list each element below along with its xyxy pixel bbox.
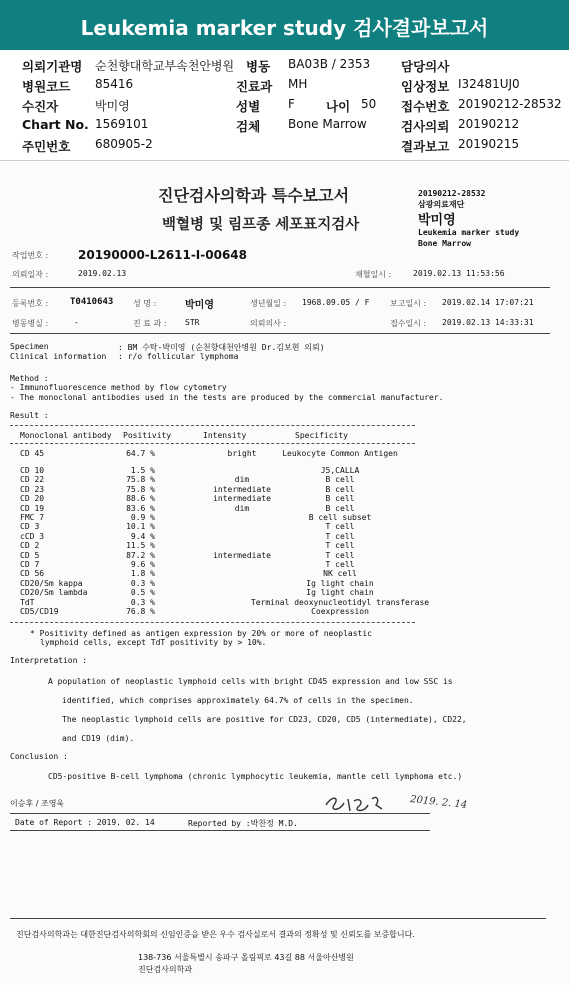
table-row [0,485,569,494]
footer-statement: 진단검사의학과는 대한진단검사의학회의 신임인증을 받은 우수 검사실로서 결과의 정확성 및 신뢰도를 보증합니다. [16,930,415,939]
cell-specificity: T cell [325,522,355,532]
label-resident-no: 주민번호 [22,139,71,154]
table-row [0,569,569,578]
reported-by: Reported by :박찬정 M.D. [188,819,298,828]
footer-dept: 진단검사의학과 [138,965,193,974]
cell-antibody: CD 20 [20,494,45,504]
col-header-positivity: Positivity [123,431,172,440]
value-accession: 20190212-28532 [458,97,562,111]
value-sex: F [288,97,295,111]
cell-antibody: CD 56 [20,569,45,579]
cell-positivity: 87.2 % [126,550,155,560]
cell-intensity: intermediate [213,550,271,560]
interp-line-3: The neoplastic lymphoid cells are positive for CD23, CD20, CD5 (intermediate), CD22, [62,715,467,724]
cell-positivity: 0.3 % [130,597,155,607]
tag-org: 삼광의료재단 [418,200,465,209]
specimen-value: : BM 수탁-박미영 (순천향대천안병원 Dr.김보현 의뢰) [118,343,325,352]
cell-positivity: 1.5 % [130,466,155,475]
value-hospital-code: 85416 [95,77,134,91]
label-dept: 진료과 [236,79,273,94]
interp-line-2: identified, which comprises approximately 64.7% of cells in the specimen. [62,696,414,705]
label-hospital-code: 병원코드 [22,79,71,94]
recv-label: 접수일시 : [390,319,427,328]
clinical-value: : r/o follicular lymphoma [118,352,239,361]
cell-antibody: CD5/CD19 [20,607,59,616]
label-result-report: 결과보고 [401,139,450,154]
cell-specificity: T cell [325,531,355,541]
cell-intensity: intermediate [213,484,271,494]
method-line-1: - Immunofluorescence method by flow cytometry [10,383,227,392]
label-specimen: 검체 [236,119,261,134]
dept: STR [185,318,200,327]
cell-positivity: 83.6 % [126,503,155,513]
cell-antibody: CD 22 [20,475,45,485]
cell-specificity: B cell [325,494,355,504]
cell-antibody: CD 7 [20,560,40,569]
tag-specimen: Bone Marrow [418,239,471,248]
date-of-report: Date of Report : 2019. 02. 14 [15,818,155,827]
work-no: 20190000-L2611-I-00648 [78,248,247,262]
value-chart-no: 1569101 [95,117,149,131]
cell-specificity: T cell [325,541,355,551]
cell-specificity: B cell [325,503,355,513]
conclusion-label: Conclusion : [10,752,68,761]
cell-intensity: dim [234,503,250,513]
method-line-2: - The monoclonal antibodies used in the tests are produced by the commercial manufacturer. [10,393,444,402]
table-row [0,607,569,616]
cell-intensity: bright [227,449,257,458]
interp-label: Interpretation : [10,656,88,665]
cell-antibody: CD 5 [20,550,40,560]
footer-address: 138-736 서울특별시 송파구 올림픽로 43길 88 서울아산병원 [138,953,354,962]
cell-specificity: Ig light chain [306,578,374,588]
footnote-1: * Positivity defined as antigen expression by 20% or more of neoplastic [30,629,372,638]
value-resident-no: 680905-2 [95,137,153,151]
table-row [0,541,569,550]
value-clinical-info: I32481UJ0 [458,77,520,91]
cell-specificity: T cell [325,560,355,569]
work-no-label: 작업번호 : [12,251,49,260]
cell-specificity: B cell [325,484,355,494]
cell-intensity: intermediate [213,494,271,504]
cell-specificity: NK cell [323,569,357,579]
tag-test: Leukemia marker study [418,228,520,237]
cell-positivity: 64.7 % [126,449,155,458]
report-time-label: 보고일시 : [390,299,427,308]
value-ward: BA03B / 2353 [288,57,371,71]
clinical-label: Clinical information [10,352,107,361]
cell-specificity: Leukocyte Common Antigen [282,449,398,458]
table-row [0,513,569,522]
draw-label: 채혈일시 : [355,270,392,279]
value-request-date: 20190212 [458,117,520,131]
table-row [0,598,569,607]
reg-no: T0410643 [70,297,114,307]
cell-positivity: 0.5 % [130,588,155,598]
reg-label: 등록번호 : [12,299,49,308]
doctor-label: 의뢰의사 : [250,319,287,328]
table-row [0,494,569,503]
value-institution: 순천향대학교부속천안병원 [95,59,235,73]
table-row [0,532,569,541]
cell-positivity: 9.4 % [130,531,155,541]
value-patient: 박미영 [95,99,130,113]
specimen-label: Specimen [10,342,49,351]
col-header-antibody: Monoclonal antibody [20,431,112,440]
table-row [0,588,569,597]
label-institution: 의뢰기관명 [22,59,83,74]
label-accession: 접수번호 [401,99,450,114]
req-date: 2019.02.13 [78,269,127,278]
header-info [0,50,569,158]
table-row [0,466,569,475]
col-header-intensity: Intensity [203,431,247,440]
dob-label: 생년월일 : [250,299,287,308]
report-time: 2019.02.14 17:07:21 [442,298,534,307]
cell-antibody: CD 2 [20,541,40,551]
value-result-report: 20190215 [458,137,520,151]
dob: 1968.09.05 / F [302,298,370,307]
draw-time: 2019.02.13 11:53:56 [413,269,505,278]
result-label: Result : [10,411,49,420]
cell-antibody: CD 19 [20,503,45,513]
interp-line-1: A population of neoplastic lymphoid cells with bright CD45 expression and low SSC is [48,677,453,686]
table-row [0,522,569,531]
cell-specificity: Terminal deoxynucleotidyl transferase [250,597,430,607]
sign-date: 2019. 2. 14 [409,794,468,811]
report-subtitle: 백혈병 및 림프종 세포표지검사 [162,217,360,233]
value-dept: MH [288,77,308,91]
label-request-date: 검사의뢰 [401,119,450,134]
table-row [0,560,569,569]
label-patient: 수진자 [22,99,59,114]
name-label: 성 명 : [133,299,157,308]
cell-antibody: CD 23 [20,484,45,494]
recv-time: 2019.02.13 14:33:31 [442,318,534,327]
cell-specificity: Coexpression [311,607,369,616]
signature [320,789,400,819]
cell-antibody: CD20/Sm kappa [20,578,83,588]
label-clinical-info: 임상정보 [401,79,450,94]
method-label: Method : [10,374,49,383]
cell-positivity: 75.8 % [126,484,155,494]
value-age: 50 [361,97,377,111]
report-banner: Leukemia marker study 검사결과보고서 [0,0,569,50]
cell-positivity: 9.6 % [130,560,155,569]
cell-specificity: J5,CALLA [320,466,360,475]
tag-number: 20190212-28532 [418,189,486,198]
report-title: 진단검사의학과 특수보고서 [158,186,350,205]
col-header-specificity: Specificity [295,431,348,440]
cell-positivity: 76.8 % [126,607,155,616]
cell-positivity: 11.5 % [126,541,155,551]
table-row [0,475,569,484]
cell-antibody: CD 45 [20,449,45,458]
label-age: 나이 [326,99,351,114]
conclusion-text: CD5-positive B-cell lymphoma (chronic lymphocytic leukemia, mantle cell lymphoma etc.) [48,772,463,781]
cell-positivity: 1.8 % [130,569,155,579]
scanned-report [0,160,569,985]
patient-name: 박미영 [185,300,214,311]
cell-positivity: 75.8 % [126,475,155,485]
cell-antibody: CD 10 [20,466,45,475]
interp-line-4: and CD19 (dim). [62,734,135,743]
cell-positivity: 0.9 % [130,513,155,522]
table-row [0,449,569,458]
cell-specificity: B cell [325,475,355,485]
cell-specificity: B cell subset [308,513,372,522]
footnote-2: lymphoid cells, except TdT positivity by > 10%. [40,638,267,647]
cell-positivity: 0.3 % [130,578,155,588]
dept-label: 진 료 과 : [133,319,167,328]
ward: - [74,318,79,327]
cell-antibody: FMC 7 [20,513,45,522]
label-ward: 병동 [246,59,271,74]
label-chart-no: Chart No. [22,117,89,132]
table-row [0,551,569,560]
cell-intensity: dim [234,475,250,485]
table-row [0,504,569,513]
cell-antibody: CD 3 [20,522,40,532]
table-row [0,579,569,588]
cell-positivity: 88.6 % [126,494,155,504]
cell-antibody: cCD 3 [20,531,45,541]
signer: 이승후 / 조영욱 [10,799,65,808]
cell-specificity: T cell [325,550,355,560]
value-specimen: Bone Marrow [288,117,367,131]
cell-specificity: Ig light chain [306,588,374,598]
cell-positivity: 10.1 % [126,522,155,532]
req-date-label: 의뢰일자 : [12,270,49,279]
cell-antibody: CD20/Sm lambda [20,588,88,598]
cell-antibody: TdT [20,597,35,607]
label-doctor: 담당의사 [401,59,450,74]
ward-label: 병동병실 : [12,319,49,328]
tag-name: 박미영 [418,213,456,228]
label-sex: 성별 [236,99,261,114]
